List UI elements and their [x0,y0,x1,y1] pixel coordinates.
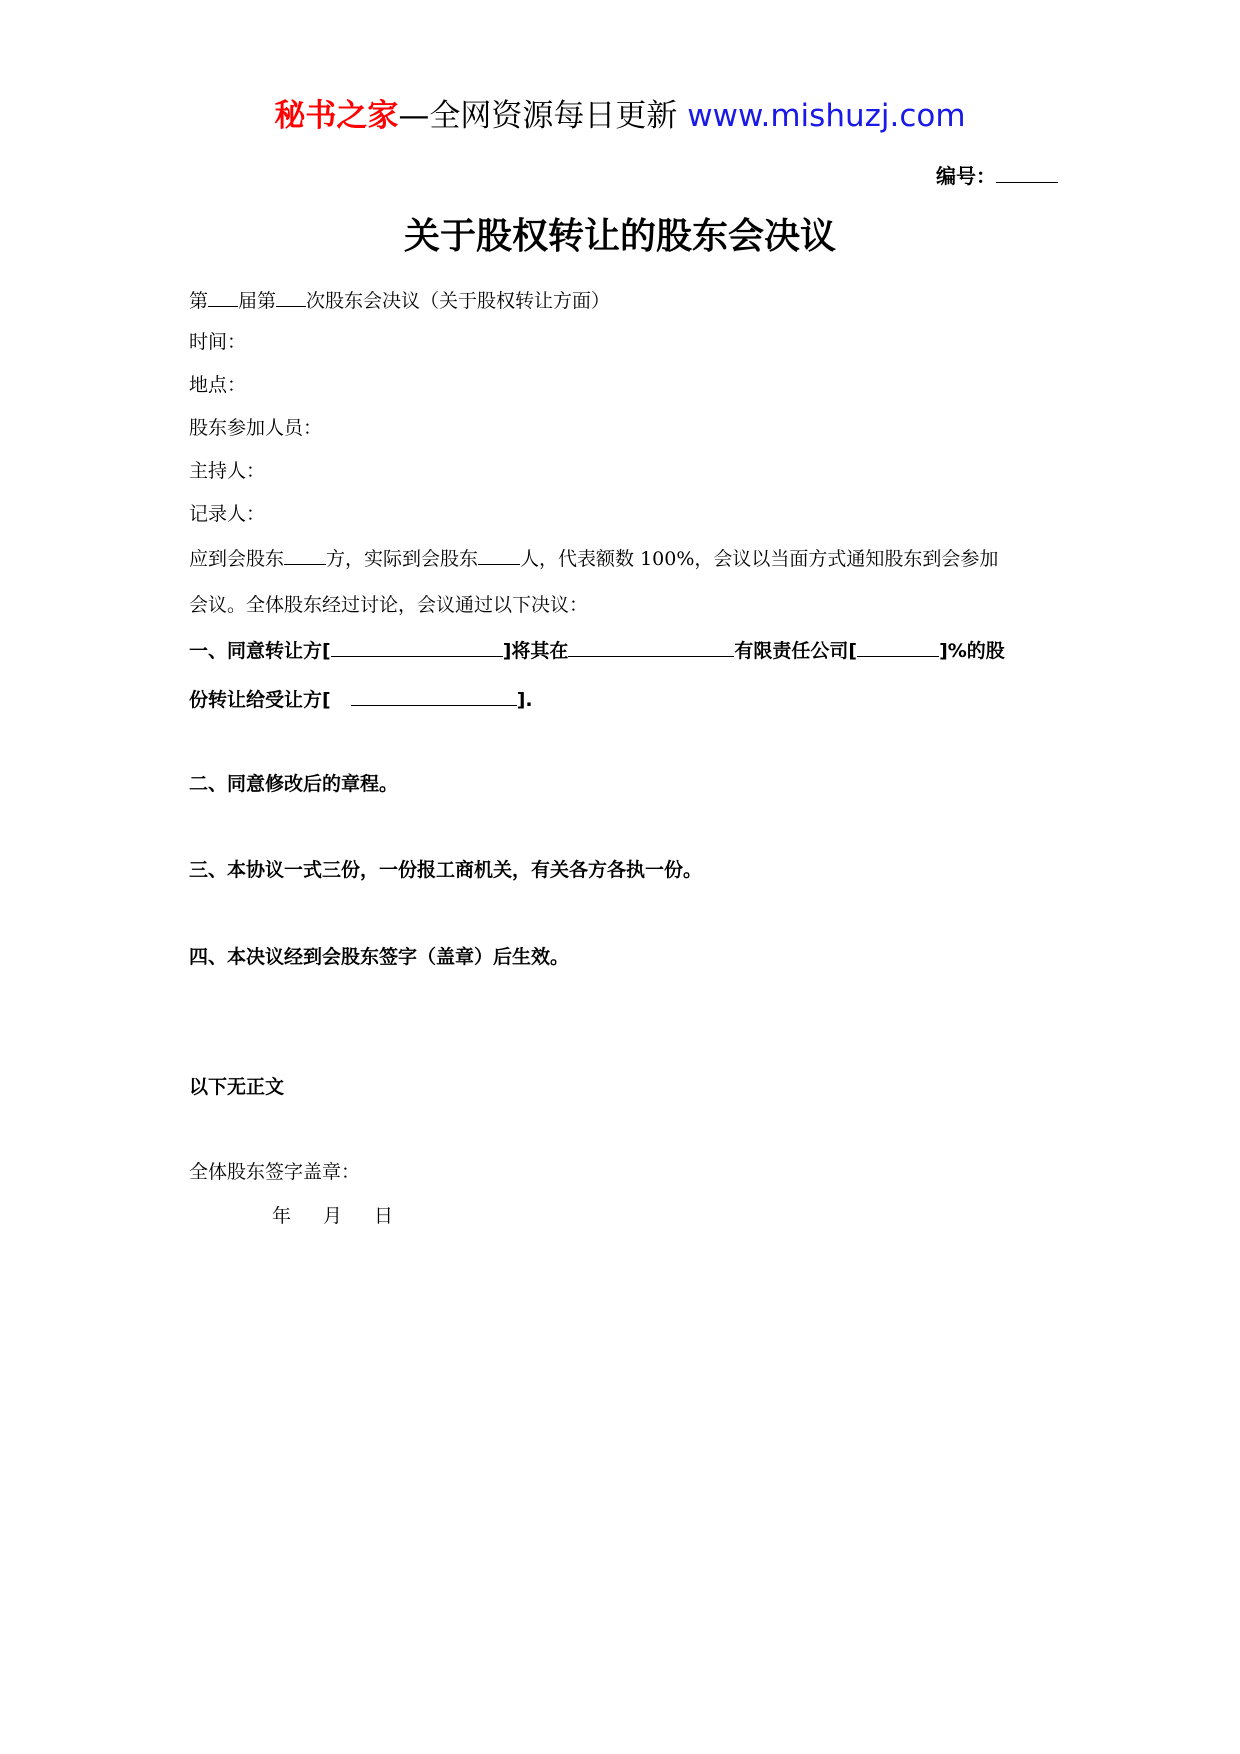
session-line [189,287,610,314]
signature-date [272,1204,393,1229]
signature-label: 全体股东签字盖章： [189,1161,361,1183]
document-number [936,160,1058,189]
site-url-link[interactable]: www.mishuzj.com [687,98,966,134]
resolution-1-text-4: ]%的股 [939,640,1005,662]
resolution-1-text-5: 份转让给受让方[ [189,689,331,711]
resolution-3: 三、本协议一式三份，一份报工商机关，有关各方各执一份。 [189,859,703,881]
document-title: 关于股权转让的股东会决议 [403,216,836,257]
place-field: 地点： [189,374,247,396]
session-blank-2 [276,287,306,307]
transferor-blank [331,637,503,657]
document-number-label: 编号： [936,164,996,188]
attendance-text-2: 方，实际到会股东 [326,548,479,570]
resolution-1-text-2: ]将其在 [502,640,569,662]
resolution-1-text-6: ]. [516,689,533,711]
document-number-blank [996,162,1058,183]
session-text-2: 届第 [238,290,277,312]
attendance-line-2: 会议。全体股东经过讨论，会议通过以下决议： [189,594,589,616]
attendance-line-1 [189,545,998,572]
session-blank-1 [208,287,238,307]
attendance-blank-1 [284,545,326,565]
resolution-1-line-1 [189,637,1005,664]
company-blank [568,637,734,657]
date-day: 日 [374,1205,394,1227]
attendees-field: 股东参加人员： [189,417,323,439]
date-month: 月 [323,1205,343,1227]
resolution-2: 二、同意修改后的章程。 [189,773,399,795]
session-text-3: 次股东会决议（关于股权转让方面） [306,290,611,312]
resolution-1-text-1: 一、同意转让方[ [189,640,331,662]
date-year: 年 [272,1205,292,1227]
header-banner [0,98,1240,135]
time-field: 时间： [189,331,247,353]
attendance-text-1: 应到会股东 [189,548,285,570]
session-text-1: 第 [189,290,209,312]
resolution-4: 四、本决议经到会股东签字（盖章）后生效。 [189,946,570,968]
end-note: 以下无正文 [189,1076,285,1098]
attendance-text-3: 人，代表额数 100%，会议以当面方式通知股东到会参加 [520,548,999,570]
resolution-1-line-2 [189,686,533,713]
host-field: 主持人： [189,460,266,482]
brand-name: 秘书之家 [274,98,399,134]
transferee-blank [351,686,517,706]
share-percent-blank [857,637,939,657]
header-slogan: —全网资源每日更新 [398,98,678,134]
recorder-field: 记录人： [189,503,266,525]
resolution-1-text-3: 有限责任公司[ [734,640,858,662]
attendance-blank-2 [478,545,520,565]
